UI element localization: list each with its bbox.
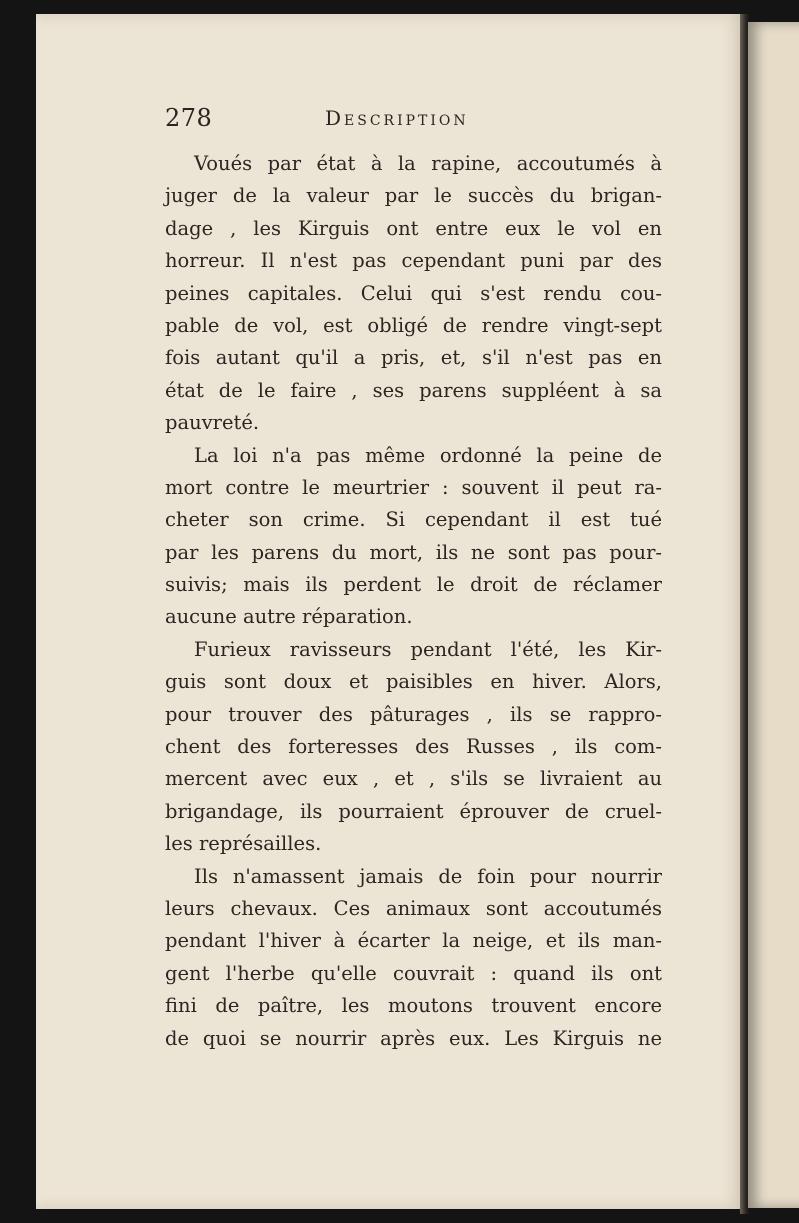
text-line: dage , les Kirguis ont entre eux le vol en bbox=[165, 216, 662, 240]
text-line: cheter son crime. Si cependant il est tué bbox=[165, 508, 662, 532]
text-line: fini de paître, les moutons trouvent encore bbox=[165, 994, 662, 1018]
text-line: mort contre le meurtrier : souvent il peut ra- bbox=[165, 475, 662, 499]
text-line: les représailles. bbox=[165, 832, 322, 856]
text-line: leurs chevaux. Ces animaux sont accoutumés bbox=[165, 896, 662, 920]
text-line: Voués par état à la rapine, accoutumés à bbox=[194, 152, 662, 175]
text-line: juger de la valeur par le succès du brigan- bbox=[165, 184, 662, 208]
text-line: état de le faire , ses parens suppléent à sa bbox=[165, 378, 662, 402]
text-line: Furieux ravisseurs pendant l'été, les Kir- bbox=[194, 637, 662, 661]
text-line: La loi n'a pas même ordonné la peine de bbox=[194, 443, 662, 467]
text-line: par les parens du mort, ils ne sont pas pour- bbox=[165, 540, 662, 564]
text-line: aucune autre réparation. bbox=[165, 605, 413, 629]
adjacent-page-edge bbox=[748, 22, 799, 1208]
text-line: pour trouver des pâturages , ils se rappro- bbox=[165, 702, 662, 726]
text-line: suivis; mais ils perdent le droit de réclamer bbox=[165, 573, 662, 597]
text-line: pauvreté. bbox=[165, 411, 260, 435]
text-line: chent des forteresses des Russes , ils com- bbox=[165, 735, 662, 759]
text-line: gent l'herbe qu'elle couvrait : quand ils ont bbox=[165, 961, 662, 985]
text-line: horreur. Il n'est pas cependant puni par des bbox=[165, 249, 662, 273]
text-line: brigandage, ils pourraient éprouver de cruel- bbox=[165, 799, 662, 823]
text-line: fois autant qu'il a pris, et, s'il n'est pas en bbox=[165, 346, 662, 370]
text-line: de quoi se nourrir après eux. Les Kirguis ne bbox=[165, 1026, 662, 1050]
running-head: Description bbox=[325, 106, 469, 130]
body-text bbox=[165, 148, 662, 1055]
text-line: pendant l'hiver à écarter la neige, et ils man- bbox=[165, 929, 662, 953]
page-header bbox=[165, 104, 665, 134]
text-line: pable de vol, est obligé de rendre vingt-sept bbox=[165, 313, 662, 337]
page-number: 278 bbox=[165, 104, 213, 132]
text-line: peines capitales. Celui qui s'est rendu cou- bbox=[165, 281, 662, 305]
text-line: guis sont doux et paisibles en hiver. Alors, bbox=[165, 670, 662, 694]
text-line: Ils n'amassent jamais de foin pour nourrir bbox=[194, 864, 662, 888]
text-line: mercent avec eux , et , s'ils se livraient au bbox=[165, 767, 662, 791]
